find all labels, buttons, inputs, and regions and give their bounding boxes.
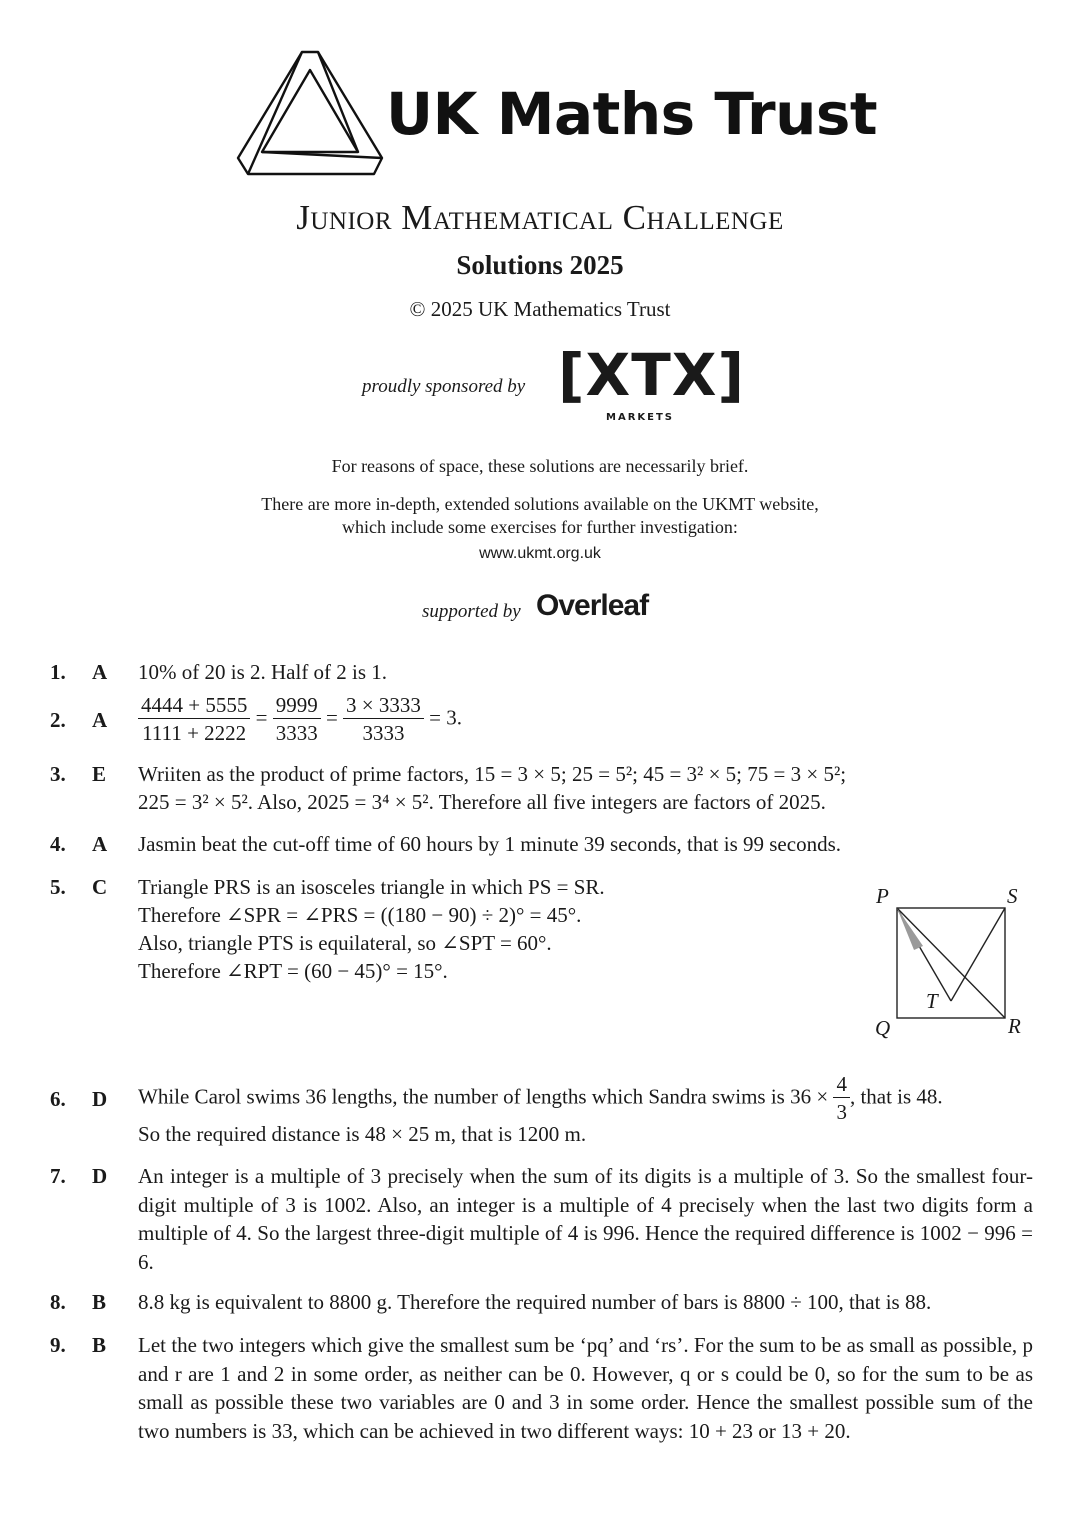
fraction: $\frac{4444 + 5555}{1111 + 2222}$ (138, 692, 250, 747)
solution-line: Therefore ∠RPT = (60 − 45)° = 15°. (138, 959, 448, 983)
question-number: 1. (50, 660, 66, 684)
solution-line: While Carol swims 36 lengths, the number of lengths which Sandra swims is 36 × $\frac{4}{3}$ , that is 48. (138, 1072, 943, 1124)
question-number: 6. (50, 1087, 66, 1111)
supported-label: supported by (422, 601, 521, 622)
question-number: 7. (50, 1164, 66, 1188)
answer-letter: D (92, 1087, 108, 1111)
solution-text: 10% of 20 is 2. Half of 2 is 1. (138, 660, 388, 684)
answer-letter: E (92, 762, 107, 786)
sponsor-label: proudly sponsored by (362, 376, 526, 397)
question-number: 5. (50, 875, 66, 899)
vertex-label-t: T (926, 989, 938, 1013)
answer-letter: B (92, 1290, 107, 1314)
answer-letter: C (92, 875, 108, 899)
question-number: 8. (50, 1290, 66, 1314)
solution-fractions: $\frac{4444 + 5555}{1111 + 2222}$ = $\frac{9999}{3333}$ = $\frac{3 \times 3333}{3333}$ = 3. (138, 692, 1033, 747)
vertex-label-s: S (1007, 884, 1018, 908)
fraction: $\frac{9999}{3333}$ (273, 692, 321, 747)
vertex-label-p: P (876, 884, 889, 908)
sponsor-logo-sub: MARKETS (606, 412, 674, 423)
solution-line: Therefore ∠SPR = ∠PRS = ((180 − 90) ÷ 2)° = 45°. (138, 903, 582, 927)
vertex-label-r: R (1008, 1014, 1021, 1038)
supporter-logo: Overleaf (536, 589, 649, 622)
answer-letter: D (92, 1164, 108, 1188)
page-subtitle: Solutions 2025 (456, 250, 624, 280)
note-brief: For reasons of space, these solutions are necessarily brief. (331, 456, 749, 476)
question-number: 3. (50, 762, 66, 786)
solution-line: Triangle PRS is an isosceles triangle in which PS = SR. (138, 875, 605, 899)
solution-line: So the required distance is 48 × 25 m, that is 1200 m. (138, 1122, 587, 1146)
answer-letter: A (92, 660, 108, 684)
solution-text: Let the two integers which give the smallest sum be ‘pq’ and ‘rs’. For the sum to be as small as possible, p and r are 1 and 2 in some order, as neither can be 0. However, q or s could be 0, so for the sum to be as small as possible these two variables are 0 and 3 in some order. Hence the smallest possible sum of the two numbers is 33, which can be achieved in two different ways: 10 + 23 or 13 + 20. (138, 1333, 1033, 1443)
copyright: © 2025 UK Mathematics Trust (409, 297, 671, 321)
fraction: $\frac{4}{3}$ (833, 1071, 850, 1126)
sponsor-logo: [XTX] (558, 341, 746, 409)
answer-letter: A (92, 832, 108, 856)
answer-letter: B (92, 1333, 107, 1357)
org-name: UK Maths Trust (386, 80, 878, 148)
solution-line: Wriiten as the product of prime factors, 15 = 3 × 5; 25 = 5²; 45 = 3² × 5; 75 = 3 × 5²; (138, 762, 847, 786)
note-extended: There are more in-depth, extended solutions available on the UKMT website, (261, 494, 819, 514)
solution-line: Also, triangle PTS is equilateral, so ∠SPT = 60°. (138, 931, 552, 955)
solution-line: 225 = 3² × 5². Also, 2025 = 3⁴ × 5². Therefore all five integers are factors of 2025. (138, 790, 826, 814)
question-number: 4. (50, 832, 66, 856)
solution-text: Jasmin beat the cut-off time of 60 hours by 1 minute 39 seconds, that is 99 seconds. (138, 832, 841, 856)
page-title: Junior Mathematical Challenge (296, 198, 784, 237)
solution-text: An integer is a multiple of 3 precisely when the sum of its digits is a multiple of 3. So the smallest four-digit multiple of 3 is 1002. Also, an integer is a multiple of 4 precisely when the last two digits form a multiple of 4. So the largest three-digit multiple of 4 is 996. Hence the required difference is 1002 − 996 = 6. (138, 1164, 1033, 1274)
note-investigation: which include some exercises for further investigation: (342, 517, 738, 537)
answer-letter: A (92, 708, 108, 732)
question-number: 9. (50, 1333, 66, 1357)
ukmt-logo-icon (234, 46, 386, 186)
question-number: 2. (50, 708, 66, 732)
fraction: $\frac{3 \times 3333}{3333}$ (343, 692, 424, 747)
solution-text: 8.8 kg is equivalent to 8800 g. Therefore the required number of bars is 8800 ÷ 100, that is 88. (138, 1290, 932, 1314)
website-link[interactable]: www.ukmt.org.uk (479, 545, 601, 562)
vertex-label-q: Q (875, 1016, 891, 1040)
